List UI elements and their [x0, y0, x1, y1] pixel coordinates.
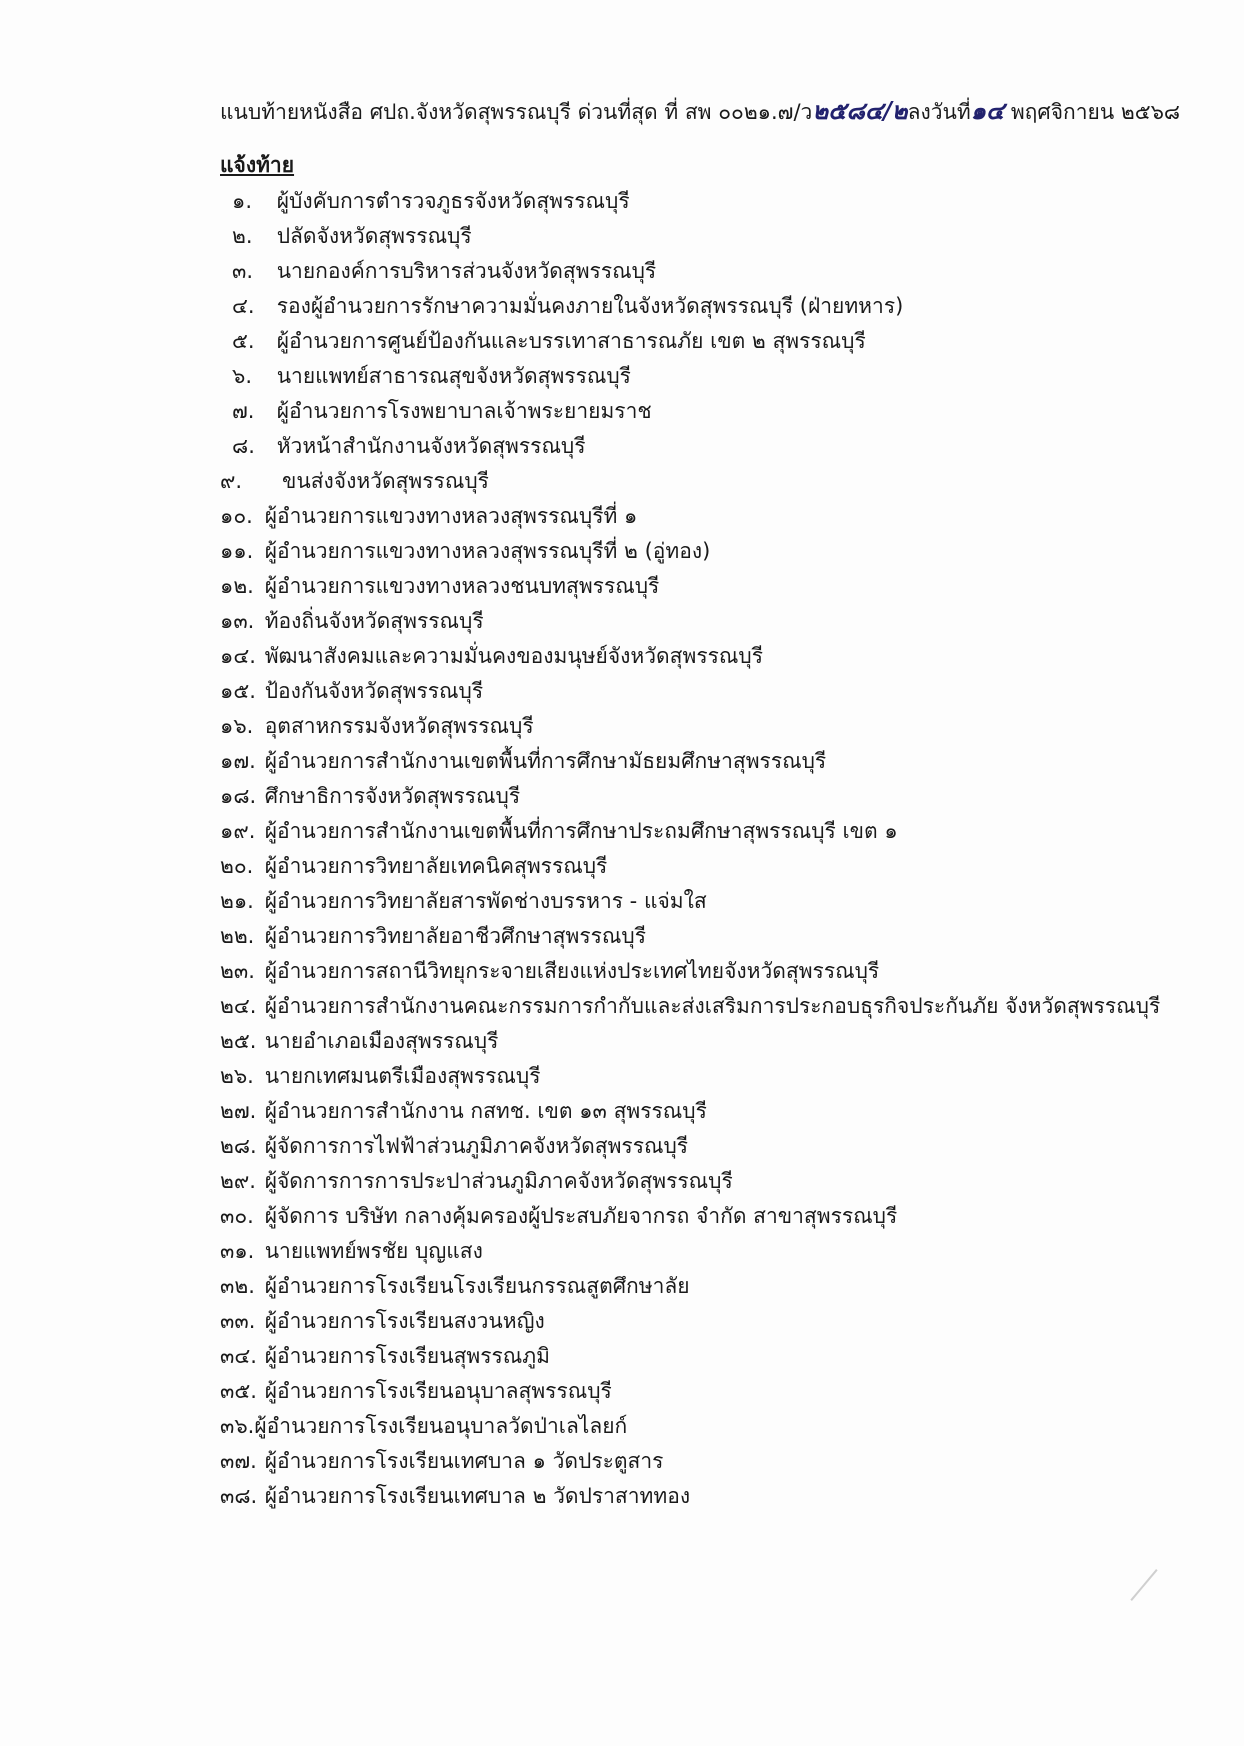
list-item-text: ผู้อำนวยการโรงเรียนเทศบาล ๒ วัดปราสาททอง	[264, 1484, 691, 1508]
list-item-number: ๓๐.	[220, 1204, 254, 1228]
list-item-number: ๓๗.	[220, 1449, 257, 1473]
list-item	[220, 884, 1160, 919]
list-item-text: ผู้จัดการ บริษัท กลางคุ้มครองผู้ประสบภัยจากรถ จำกัด สาขาสุพรรณบุรี	[264, 1204, 898, 1228]
list-item-text: นายแพทย์สาธารณสุขจังหวัดสุพรรณบุรี	[276, 364, 631, 388]
list-item-text: ผู้อำนวยการแขวงทางหลวงสุพรรณบุรีที่ ๒ (อู่ทอง)	[264, 539, 711, 563]
list-item-text: ผู้อำนวยการโรงเรียนโรงเรียนกรรณสูตศึกษาลัย	[264, 1274, 690, 1298]
list-item-text: ผู้อำนวยการโรงพยาบาลเจ้าพระยายมราช	[276, 399, 652, 423]
list-item-number: ๓๑.	[220, 1239, 255, 1263]
header-prefix: แนบท้ายหนังสือ ศปถ.จังหวัดสุพรรณบุรี ด่วนที่สุด ที่ สพ ๐๐๒๑.๗/ว	[220, 100, 813, 124]
list-item-text: นายอำเภอเมืองสุพรรณบุรี	[264, 1029, 499, 1053]
list-item-number: ๒.	[232, 224, 253, 248]
list-item-text: ท้องถิ่นจังหวัดสุพรรณบุรี	[264, 609, 484, 633]
list-item	[220, 674, 1160, 709]
list-item-number: ๒๕.	[220, 1029, 257, 1053]
list-item	[220, 849, 1160, 884]
list-item-text: ผู้อำนวยการแขวงทางหลวงสุพรรณบุรีที่ ๑	[264, 504, 638, 528]
list-item-number: ๔.	[232, 294, 255, 318]
list-item	[220, 604, 1160, 639]
list-item-number: ๑๖.	[220, 714, 254, 738]
list-item-text: นายแพทย์พรชัย บุญแสง	[264, 1239, 483, 1263]
list-item-number: ๑๙.	[220, 819, 256, 843]
list-item	[220, 919, 1160, 954]
list-item	[220, 744, 1160, 779]
list-item-number: ๕.	[232, 329, 255, 353]
list-item-text: รองผู้อำนวยการรักษาความมั่นคงภายในจังหวัดสุพรรณบุรี (ฝ่ายทหาร)	[276, 294, 904, 318]
list-item-text: อุตสาหกรรมจังหวัดสุพรรณบุรี	[264, 714, 534, 738]
list-item-number: ๑๐.	[220, 504, 253, 528]
list-item	[220, 1129, 1160, 1164]
list-item-number: ๑๓.	[220, 609, 255, 633]
list-item-text: ผู้อำนวยการโรงเรียนสงวนหญิง	[264, 1309, 545, 1333]
list-item	[220, 1024, 1160, 1059]
list-item-number: ๑๗.	[220, 749, 256, 773]
list-item-number: ๓๓.	[220, 1309, 256, 1333]
list-item-number: ๒๒.	[220, 924, 255, 948]
list-item	[220, 814, 1160, 849]
list-item-text: ผู้อำนวยการโรงเรียนสุพรรณภูมิ	[264, 1344, 550, 1368]
list-item	[220, 1409, 1160, 1444]
list-item-number: ๙.	[220, 469, 243, 493]
list-item	[220, 219, 1160, 254]
list-item-number: ๒๐.	[220, 854, 254, 878]
list-item-number: ๓๒.	[220, 1274, 255, 1298]
list-item-number: ๓๔.	[220, 1344, 257, 1368]
list-item-text: ผู้อำนวยการศูนย์ป้องกันและบรรเทาสาธารณภัย เขต ๒ สุพรรณบุรี	[276, 329, 866, 353]
list-item	[220, 1304, 1160, 1339]
list-item	[220, 184, 1160, 219]
list-item-text: ผู้จัดการการไฟฟ้าส่วนภูมิภาคจังหวัดสุพรรณบุรี	[264, 1134, 689, 1158]
list-item-text: นายกองค์การบริหารส่วนจังหวัดสุพรรณบุรี	[276, 259, 657, 283]
list-item-text: ผู้บังคับการตำรวจภูธรจังหวัดสุพรรณบุรี	[276, 189, 630, 213]
list-item-text: ผู้จัดการการการประปาส่วนภูมิภาคจังหวัดสุพรรณบุรี	[264, 1169, 733, 1193]
list-item	[220, 254, 1160, 289]
list-item-text: ผู้อำนวยการสำนักงานคณะกรรมการกำกับและส่งเสริมการประกอบธุรกิจประกันภัย จังหวัดสุพรรณบุรี	[264, 994, 1161, 1018]
list-item-number: ๓.	[232, 259, 254, 283]
list-item	[220, 1479, 1160, 1514]
list-item	[220, 359, 1160, 394]
list-item	[220, 709, 1160, 744]
list-item-text: ป้องกันจังหวัดสุพรรณบุรี	[264, 679, 484, 703]
list-item-number: ๘.	[232, 434, 255, 458]
list-item-number: ๒๗.	[220, 1099, 257, 1123]
list-item-number: ๒๑.	[220, 889, 254, 913]
list-item-text: หัวหน้าสำนักงานจังหวัดสุพรรณบุรี	[276, 434, 586, 458]
list-item-number: ๓๘.	[220, 1484, 258, 1508]
list-item-text: ผู้อำนวยการโรงเรียนอนุบาลวัดป่าเลไลยก์	[254, 1414, 628, 1438]
list-item	[220, 499, 1160, 534]
list-item	[220, 1269, 1160, 1304]
list-item-text: ปลัดจังหวัดสุพรรณบุรี	[276, 224, 472, 248]
list-item	[220, 639, 1160, 674]
list-item-number: ๗.	[232, 399, 255, 423]
list-item	[220, 394, 1160, 429]
list-item-text: ผู้อำนวยการวิทยาลัยสารพัดช่างบรรหาร - แจ่มใส	[264, 889, 707, 913]
list-item-number: ๑๘.	[220, 784, 257, 808]
distribution-heading: แจ้งท้าย	[220, 153, 295, 177]
list-item-text: ผู้อำนวยการสำนักงานเขตพื้นที่การศึกษาประถมศึกษาสุพรรณบุรี เขต ๑	[264, 819, 898, 843]
list-item	[220, 989, 1160, 1024]
list-item	[220, 569, 1160, 604]
document-header	[220, 96, 1180, 127]
list-item	[220, 1234, 1160, 1269]
header-date-label: ลงวันที่	[907, 100, 971, 124]
list-item-text: ผู้อำนวยการวิทยาลัยอาชีวศึกษาสุพรรณบุรี	[264, 924, 646, 948]
list-item-text: ผู้อำนวยการแขวงทางหลวงชนบทสุพรรณบุรี	[264, 574, 660, 598]
list-item-number: ๒๘.	[220, 1134, 257, 1158]
list-item	[220, 954, 1160, 989]
list-item-number: ๖.	[232, 364, 253, 388]
list-item-text: พัฒนาสังคมและความมั่นคงของมนุษย์จังหวัดสุพรรณบุรี	[264, 644, 763, 668]
list-item	[220, 464, 1160, 499]
list-item	[220, 1339, 1160, 1374]
handwritten-day: ๑๔	[970, 96, 1005, 125]
list-item-number: ๒๔.	[220, 994, 257, 1018]
list-item	[220, 324, 1160, 359]
list-item-number: ๒๖.	[220, 1064, 254, 1088]
list-item-text: ผู้อำนวยการสำนักงานเขตพื้นที่การศึกษามัธยมศึกษาสุพรรณบุรี	[264, 749, 827, 773]
scan-mark	[1130, 1569, 1157, 1601]
list-item-text: ศึกษาธิการจังหวัดสุพรรณบุรี	[264, 784, 521, 808]
list-item-text: นายกเทศมนตรีเมืองสุพรรณบุรี	[264, 1064, 541, 1088]
handwritten-document-number: ๒๕๘๔/๒	[812, 96, 908, 125]
list-item	[220, 1199, 1160, 1234]
list-item-number: ๑.	[232, 189, 253, 213]
list-item-text: ผู้อำนวยการสำนักงาน กสทช. เขต ๑๓ สุพรรณบุรี	[264, 1099, 707, 1123]
list-item-number: ๒๙.	[220, 1169, 256, 1193]
list-item-text: ผู้อำนวยการวิทยาลัยเทคนิคสุพรรณบุรี	[264, 854, 608, 878]
list-item-number: ๑๒.	[220, 574, 254, 598]
list-item-number: ๑๕.	[220, 679, 256, 703]
list-item-number: ๒๓.	[220, 959, 255, 983]
list-item-text: ผู้อำนวยการโรงเรียนอนุบาลสุพรรณบุรี	[264, 1379, 612, 1403]
list-item	[220, 779, 1160, 814]
list-item	[220, 429, 1160, 464]
list-item	[220, 534, 1160, 569]
list-item-text: ผู้อำนวยการโรงเรียนเทศบาล ๑ วัดประตูสาร	[264, 1449, 664, 1473]
list-item	[220, 289, 1160, 324]
list-item-number: ๑๔.	[220, 644, 256, 668]
recipient-list	[220, 184, 1160, 1514]
list-item	[220, 1374, 1160, 1409]
list-item	[220, 1094, 1160, 1129]
list-item-text: ขนส่งจังหวัดสุพรรณบุรี	[282, 469, 489, 493]
list-item-number: ๓๖.	[220, 1414, 255, 1438]
list-item	[220, 1444, 1160, 1479]
list-item-text: ผู้อำนวยการสถานีวิทยุกระจายเสียงแห่งประเทศไทยจังหวัดสุพรรณบุรี	[264, 959, 880, 983]
list-item	[220, 1164, 1160, 1199]
list-item	[220, 1059, 1160, 1094]
list-item-number: ๑๑.	[220, 539, 254, 563]
list-item-number: ๓๕.	[220, 1379, 257, 1403]
header-month-year: พฤศจิกายน ๒๕๖๘	[1010, 100, 1181, 124]
